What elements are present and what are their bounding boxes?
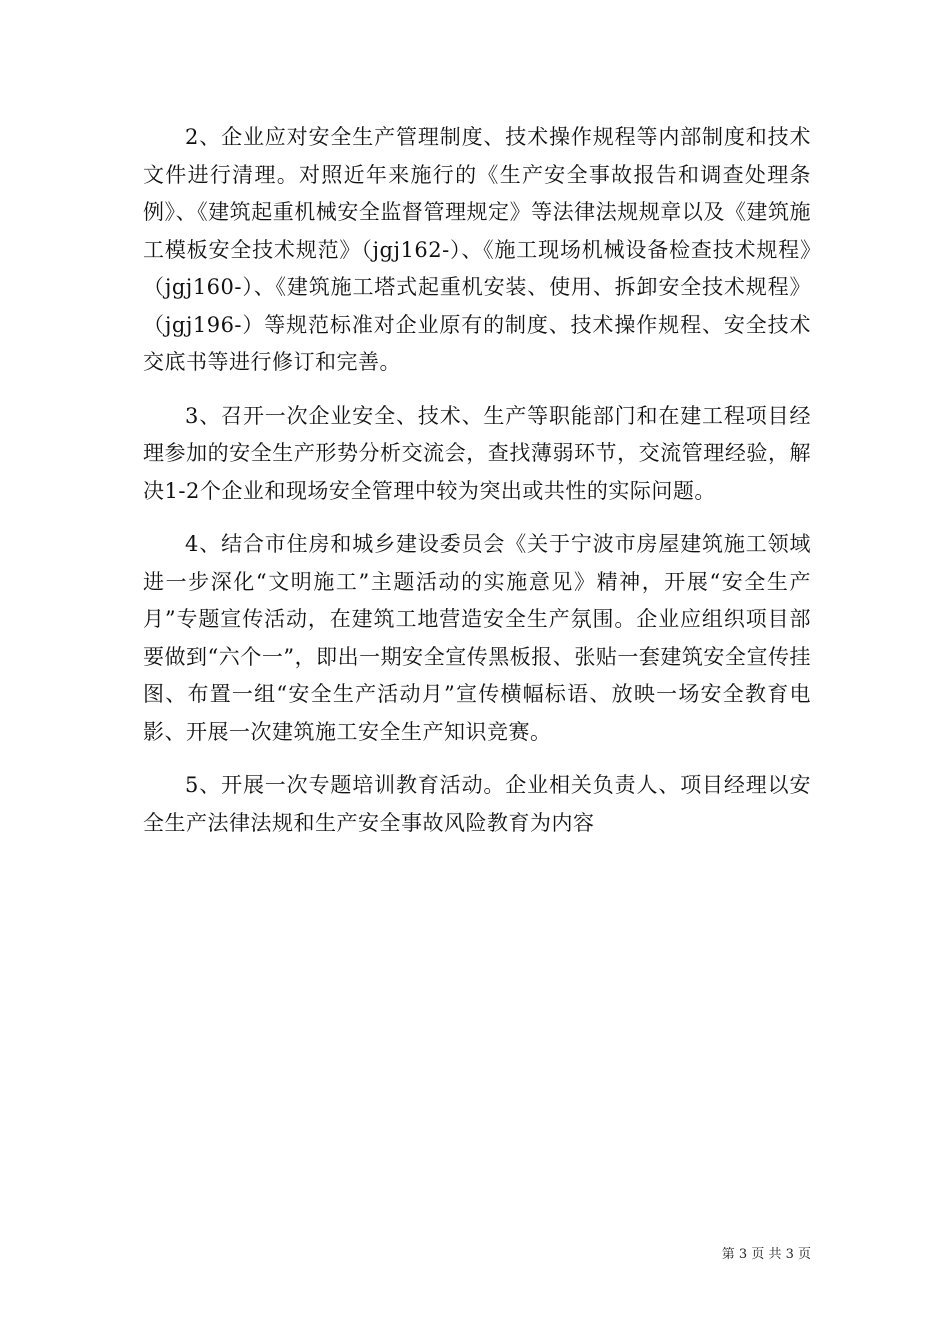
paragraph-item-4: 4、结合市住房和城乡建设委员会《关于宁波市房屋建筑施工领域进一步深化“文明施工”主题活动的实施意见》精神，开展“安全生产月”专题宣传活动，在建筑工地营造安全生产氛围。企业应组织项目部要做到“六个一”，即出一期安全宣传黑板报、张贴一套建筑安全宣传挂图、布置一组“安全生产活动月”宣传横幅标语、放映一场安全教育电影、开展一次建筑施工安全生产知识竞赛。 — [143, 532, 811, 744]
paragraph-item-5: 5、开展一次专题培训教育活动。企业相关负责人、项目经理以安全生产法律法规和生产安全事故风险教育为内容 — [143, 773, 811, 835]
document-body — [143, 119, 811, 858]
page-number-footer: 第 3 页 共 3 页 — [721, 1247, 811, 1262]
paragraph-item-3: 3、召开一次企业安全、技术、生产等职能部门和在建工程项目经理参加的安全生产形势分析交流会，查找薄弱环节，交流管理经验，解决1-2个企业和现场安全管理中较为突出或共性的实际问题。 — [143, 403, 811, 503]
paragraph-item-2: 2、企业应对安全生产管理制度、技术操作规程等内部制度和技术文件进行清理。对照近年来施行的《生产安全事故报告和调查处理条例》、《建筑起重机械安全监督管理规定》等法律法规规章以及《建筑施工模板安全技术规范》（jgj162-）、《施工现场机械设备检查技术规程》（jgj160-）、《建筑施工塔式起重机安装、使用、拆卸安全技术规程》（jgj196-）等规范标准对企业原有的制度、技术操作规程、安全技术交底书等进行修订和完善。 — [143, 125, 811, 374]
